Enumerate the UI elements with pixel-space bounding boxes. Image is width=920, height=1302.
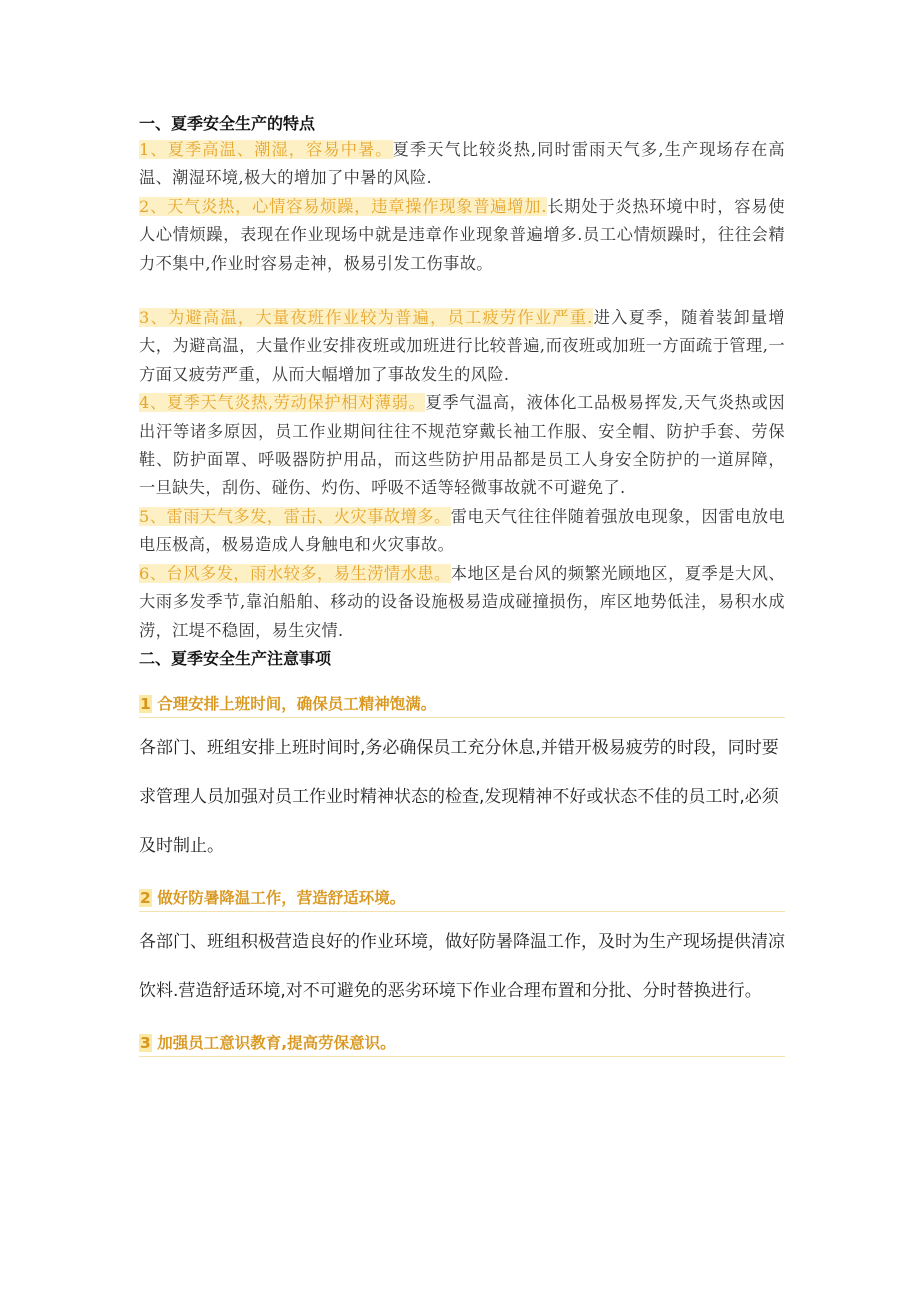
precaution-3 bbox=[139, 1024, 785, 1057]
precaution-1-heading: 合理安排上班时间，确保员工精神饱满。 bbox=[157, 694, 437, 713]
precaution-1 bbox=[139, 685, 785, 871]
feature-2-highlight: 2、天气炎热，心情容易烦躁，违章操作现象普遍增加. bbox=[139, 196, 547, 216]
feature-item-6 bbox=[139, 560, 785, 645]
precaution-2 bbox=[139, 879, 785, 1016]
feature-4-text: 夏季气温高，液体化工品极易挥发,天气炎热或因出汗等诸多原因，员工作业期间往往不规范穿戴长袖工作服、安全帽、防护手套、劳保鞋、防护面罩、呼吸器防护用品，而这些防护用品都是员工人身安全防护的一道屏障，一旦缺失，刮伤、碰伤、灼伤、呼吸不适等轻微事故就不可避免了. bbox=[139, 393, 785, 498]
section2-title: 二、夏季安全生产注意事项 bbox=[139, 648, 332, 668]
feature-item-3 bbox=[139, 304, 785, 389]
feature-1-highlight: 1、夏季高温、潮湿，容易中暑。 bbox=[139, 140, 393, 159]
section1-title: 一、夏季安全生产的特点 bbox=[139, 114, 316, 133]
feature-5-text: 雷电天气往往伴随着强放电现象，因雷电放电电压极高，极易造成人身触电和火灾事故。 bbox=[139, 506, 785, 555]
feature-2-text: 长期处于炎热环境中时，容易使人心情烦躁，表现在作业现场中就是违章作业现象普遍增多.员工心情烦躁时，往往会精力不集中,作业时容易走神，极易引发工伤事故。 bbox=[139, 196, 785, 273]
feature-item-4 bbox=[139, 389, 785, 503]
precaution-2-heading: 做好防暑降温工作，营造舒适环境。 bbox=[157, 888, 406, 907]
feature-3-highlight: 3、为避高温，大量夜班作业较为普遍，员工疲劳作业严重. bbox=[139, 308, 593, 328]
precaution-3-number: 3 bbox=[140, 1033, 151, 1052]
precaution-1-number: 1 bbox=[140, 694, 151, 713]
feature-6-highlight: 6、台风多发，雨水较多，易生涝情水患。 bbox=[139, 563, 451, 583]
feature-item-1 bbox=[139, 136, 785, 193]
feature-6-text: 本地区是台风的频繁光顾地区，夏季是大风、大雨多发季节,靠泊船舶、移动的设备设施极易造成碰撞损伤，库区地势低洼，易积水成涝，江堤不稳固，易生灾情. bbox=[139, 563, 785, 640]
feature-3-text: 进入夏季，随着装卸量增大，为避高温，大量作业安排夜班或加班进行比较普遍,而夜班或加班一方面疏于管理,一方面又疲劳严重，从而大幅增加了事故发生的风险. bbox=[139, 308, 785, 384]
precaution-2-title bbox=[139, 879, 785, 912]
precaution-3-title bbox=[139, 1024, 785, 1057]
document-page bbox=[139, 112, 785, 1057]
precaution-3-heading: 加强员工意识教育,提高劳保意识。 bbox=[157, 1033, 396, 1052]
feature-item-2 bbox=[139, 193, 785, 278]
feature-1-text: 夏季天气比较炎热,同时雷雨天气多,生产现场存在高温、潮湿环境,极大的增加了中暑的风险. bbox=[139, 140, 785, 188]
spacer bbox=[139, 278, 785, 304]
precaution-2-number: 2 bbox=[140, 888, 151, 907]
precaution-1-body: 各部门、班组安排上班时间时,务必确保员工充分休息,并错开极易疲劳的时段，同时要求管理人员加强对员工作业时精神状态的检查,发现精神不好或状态不佳的员工时,必须及时制止。 bbox=[139, 737, 779, 856]
feature-5-highlight: 5、雷雨天气多发，雷击、火灾事故增多。 bbox=[139, 506, 451, 526]
feature-item-5 bbox=[139, 503, 785, 560]
precaution-2-body: 各部门、班组积极营造良好的作业环境，做好防暑降温工作，及时为生产现场提供清凉饮料.营造舒适环境,对不可避免的恶劣环境下作业合理布置和分批、分时替换进行。 bbox=[139, 931, 785, 1001]
feature-4-highlight: 4、夏季天气炎热,劳动保护相对薄弱。 bbox=[139, 393, 426, 413]
precaution-1-title bbox=[139, 685, 785, 718]
